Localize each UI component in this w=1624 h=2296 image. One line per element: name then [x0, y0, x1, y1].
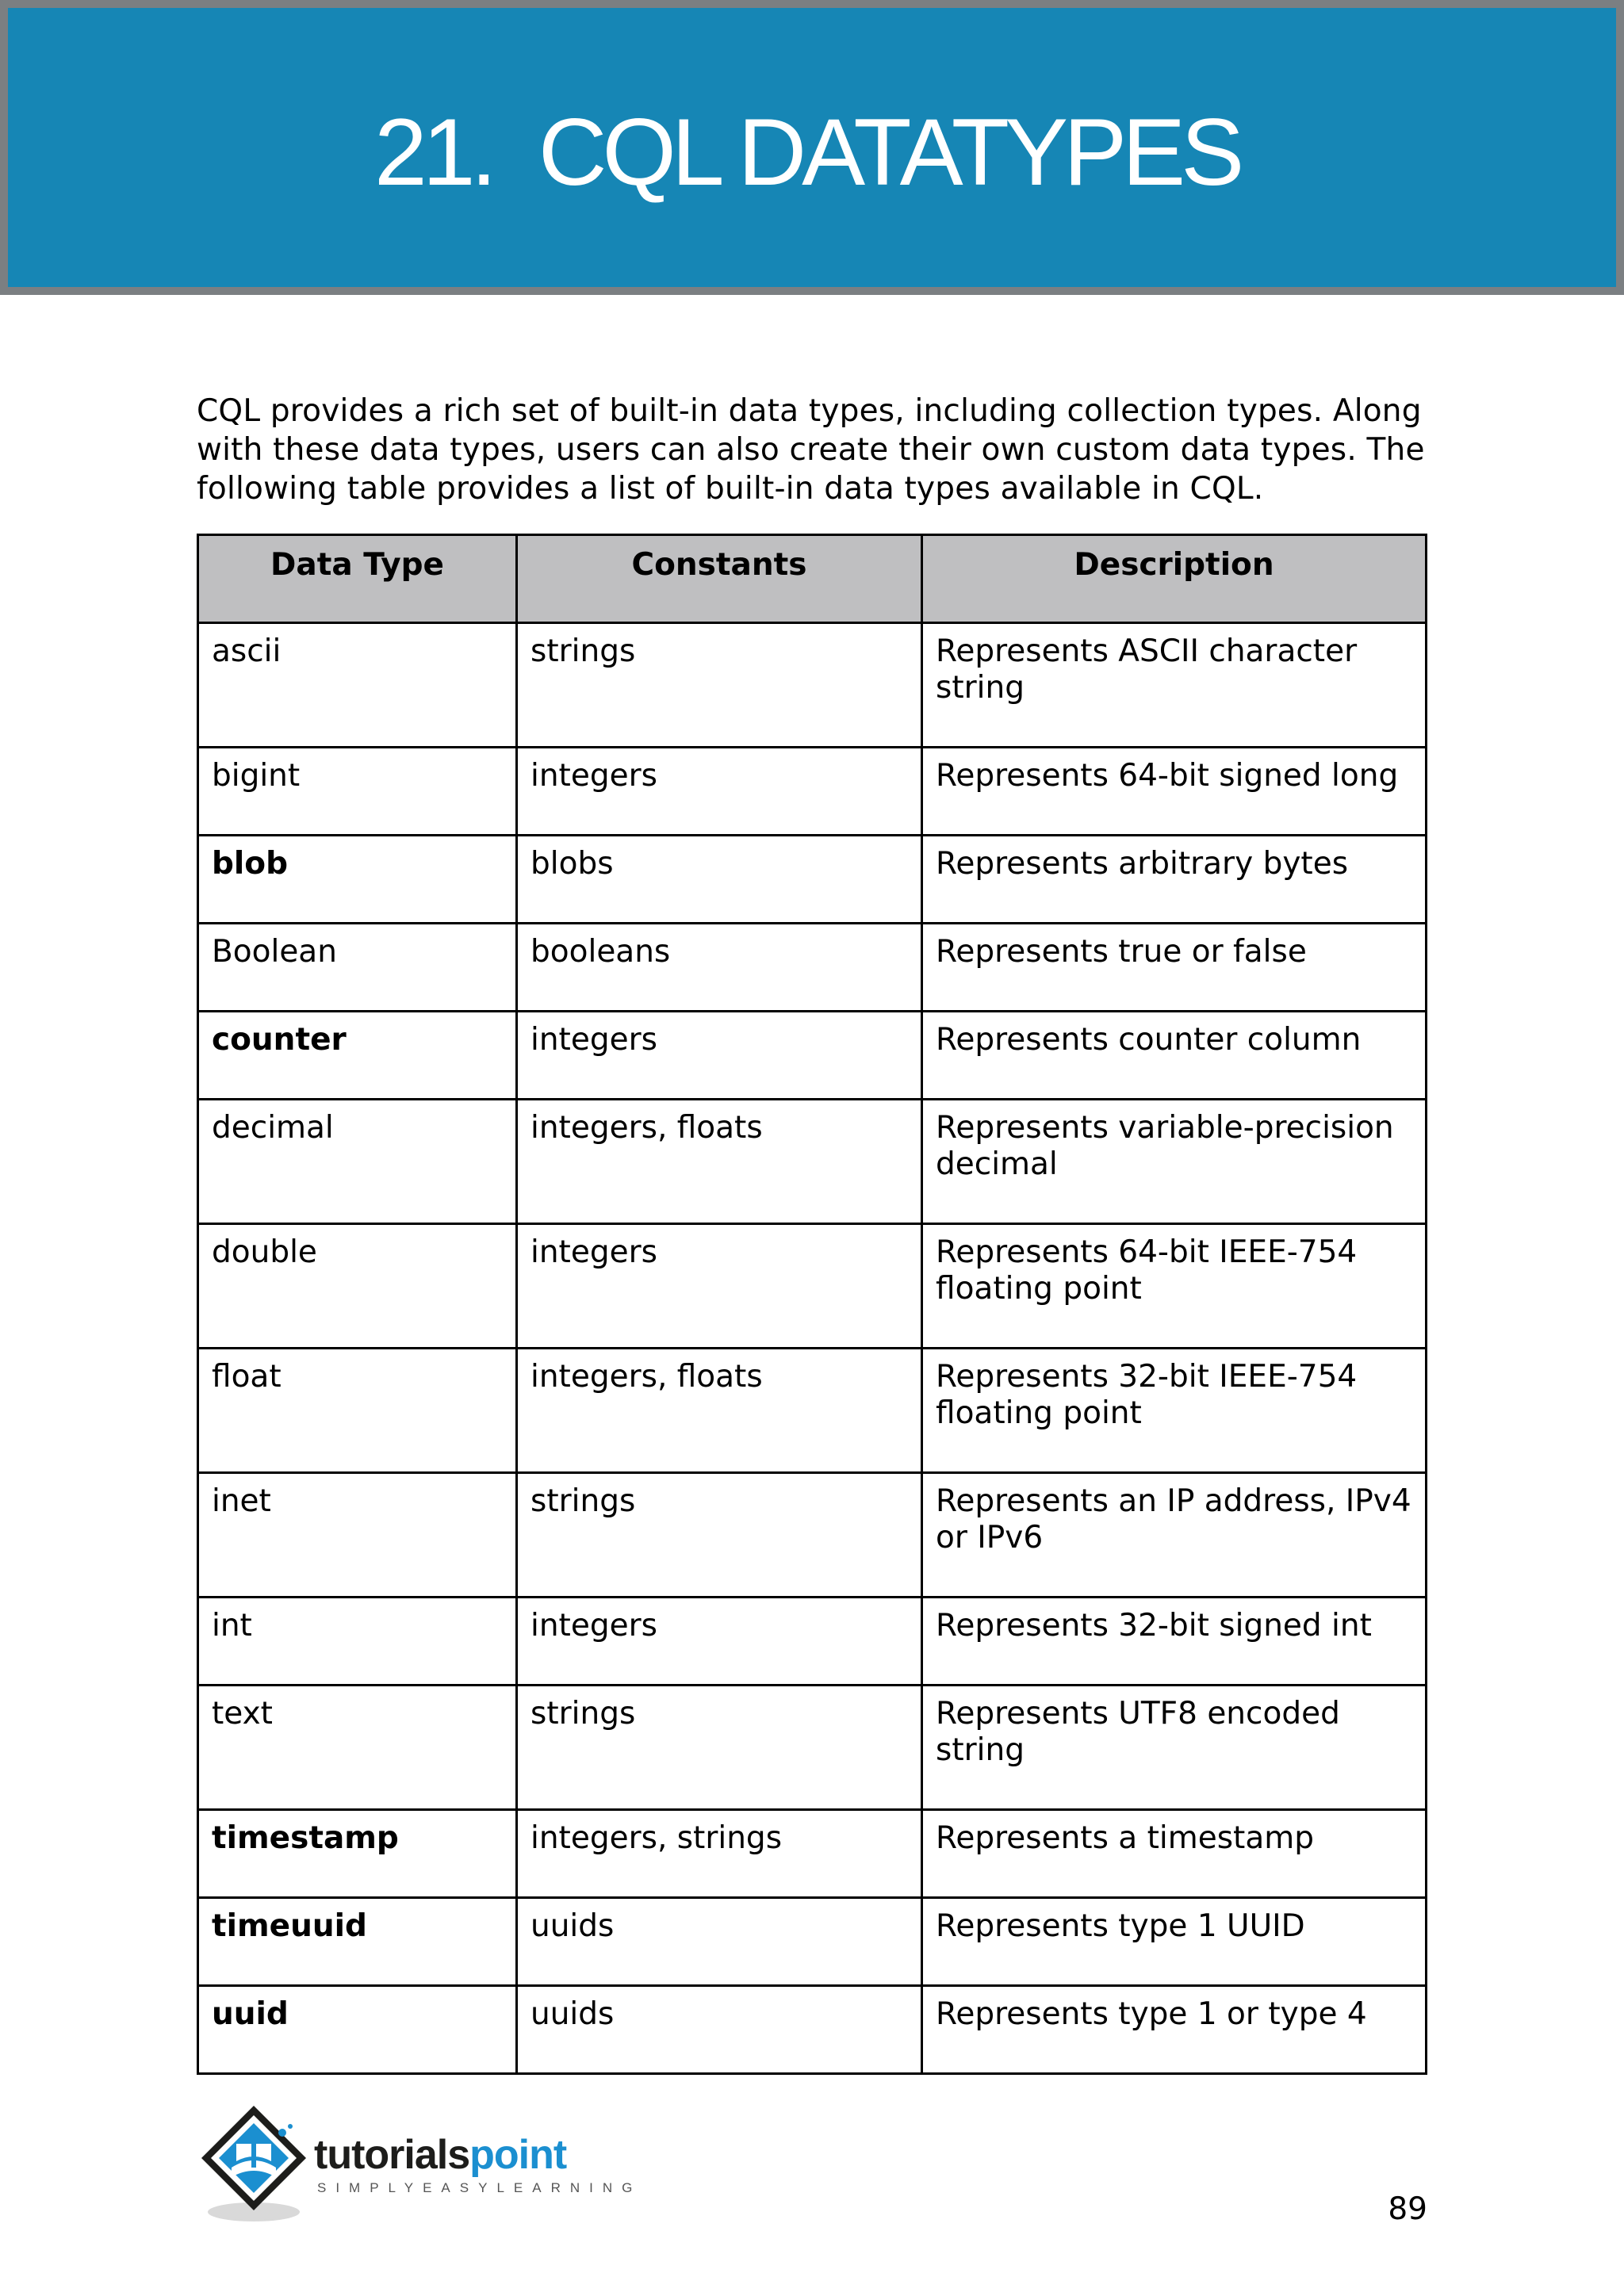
data-type-cell: decimal: [198, 1100, 517, 1224]
data-type-cell: double: [198, 1224, 517, 1349]
table-row: [198, 924, 1427, 1012]
description-cell: Represents ASCII character string: [922, 623, 1427, 748]
logo-word-point: point: [469, 2132, 567, 2178]
table-row: [198, 1986, 1427, 2074]
description-cell: Represents an IP address, IPv4 or IPv6: [922, 1473, 1427, 1598]
logo-tagline: SIMPLYEASYLEARNING: [317, 2180, 642, 2195]
header-description: Description: [922, 535, 1427, 623]
table-row: [198, 748, 1427, 836]
constants-cell: integers: [517, 1224, 922, 1349]
data-type-cell: blob: [198, 836, 517, 924]
data-type-cell: inet: [198, 1473, 517, 1598]
constants-cell: integers: [517, 748, 922, 836]
constants-cell: strings: [517, 1473, 922, 1598]
constants-cell: integers, floats: [517, 1100, 922, 1224]
table-row: [198, 1473, 1427, 1598]
table-row: [198, 1598, 1427, 1686]
chapter-title: [374, 97, 1239, 208]
table-row: [198, 1012, 1427, 1100]
data-type-cell: timestamp: [198, 1810, 517, 1898]
constants-cell: blobs: [517, 836, 922, 924]
intro-paragraph: CQL provides a rich set of built-in data types, including collection types. Along with these data types, users can also create their own custom data types. The following table provides a list of built-in data types available in CQL.: [197, 393, 1425, 507]
data-type-cell: uuid: [198, 1986, 517, 2074]
constants-cell: integers: [517, 1012, 922, 1100]
table-header-row: [198, 535, 1427, 623]
page-number: 89: [1388, 2191, 1427, 2227]
logo-emblem-icon: [197, 2101, 324, 2228]
description-cell: Represents 32-bit signed int: [922, 1598, 1427, 1686]
data-type-cell: float: [198, 1349, 517, 1473]
description-cell: Represents arbitrary bytes: [922, 836, 1427, 924]
header-constants: Constants: [517, 535, 922, 623]
table-row: [198, 1100, 1427, 1224]
table-row: [198, 1349, 1427, 1473]
chapter-title-text: CQL DATATYPES: [538, 99, 1240, 205]
data-type-cell: ascii: [198, 623, 517, 748]
description-cell: Represents UTF8 encoded string: [922, 1686, 1427, 1810]
chapter-number: 21.: [374, 99, 492, 205]
table-row: [198, 1686, 1427, 1810]
data-type-cell: Boolean: [198, 924, 517, 1012]
description-cell: Represents type 1 UUID: [922, 1898, 1427, 1986]
description-cell: Represents true or false: [922, 924, 1427, 1012]
description-cell: Represents type 1 or type 4: [922, 1986, 1427, 2074]
constants-cell: strings: [517, 1686, 922, 1810]
data-type-cell: timeuuid: [198, 1898, 517, 1986]
header-data-type: Data Type: [198, 535, 517, 623]
description-cell: Represents variable-precision decimal: [922, 1100, 1427, 1224]
description-cell: Represents 64-bit IEEE-754 floating point: [922, 1224, 1427, 1349]
table-row: [198, 623, 1427, 748]
constants-cell: uuids: [517, 1898, 922, 1986]
table-row: [198, 836, 1427, 924]
logo-word-tutorials: tutorials: [314, 2132, 470, 2178]
table-row: [198, 1898, 1427, 1986]
description-cell: Represents 32-bit IEEE-754 floating point: [922, 1349, 1427, 1473]
description-cell: Represents 64-bit signed long: [922, 748, 1427, 836]
constants-cell: booleans: [517, 924, 922, 1012]
constants-cell: integers: [517, 1598, 922, 1686]
constants-cell: uuids: [517, 1986, 922, 2074]
data-type-cell: counter: [198, 1012, 517, 1100]
constants-cell: integers, floats: [517, 1349, 922, 1473]
constants-cell: strings: [517, 623, 922, 748]
description-cell: Represents a timestamp: [922, 1810, 1427, 1898]
chapter-banner: [0, 0, 1624, 295]
table-row: [198, 1810, 1427, 1898]
table-row: [198, 1224, 1427, 1349]
logo-wordmark: [314, 2133, 566, 2177]
constants-cell: integers, strings: [517, 1810, 922, 1898]
data-type-cell: int: [198, 1598, 517, 1686]
tutorialspoint-logo: [197, 2101, 642, 2228]
description-cell: Represents counter column: [922, 1012, 1427, 1100]
data-type-cell: text: [198, 1686, 517, 1810]
datatypes-table: [197, 534, 1427, 2075]
data-type-cell: bigint: [198, 748, 517, 836]
